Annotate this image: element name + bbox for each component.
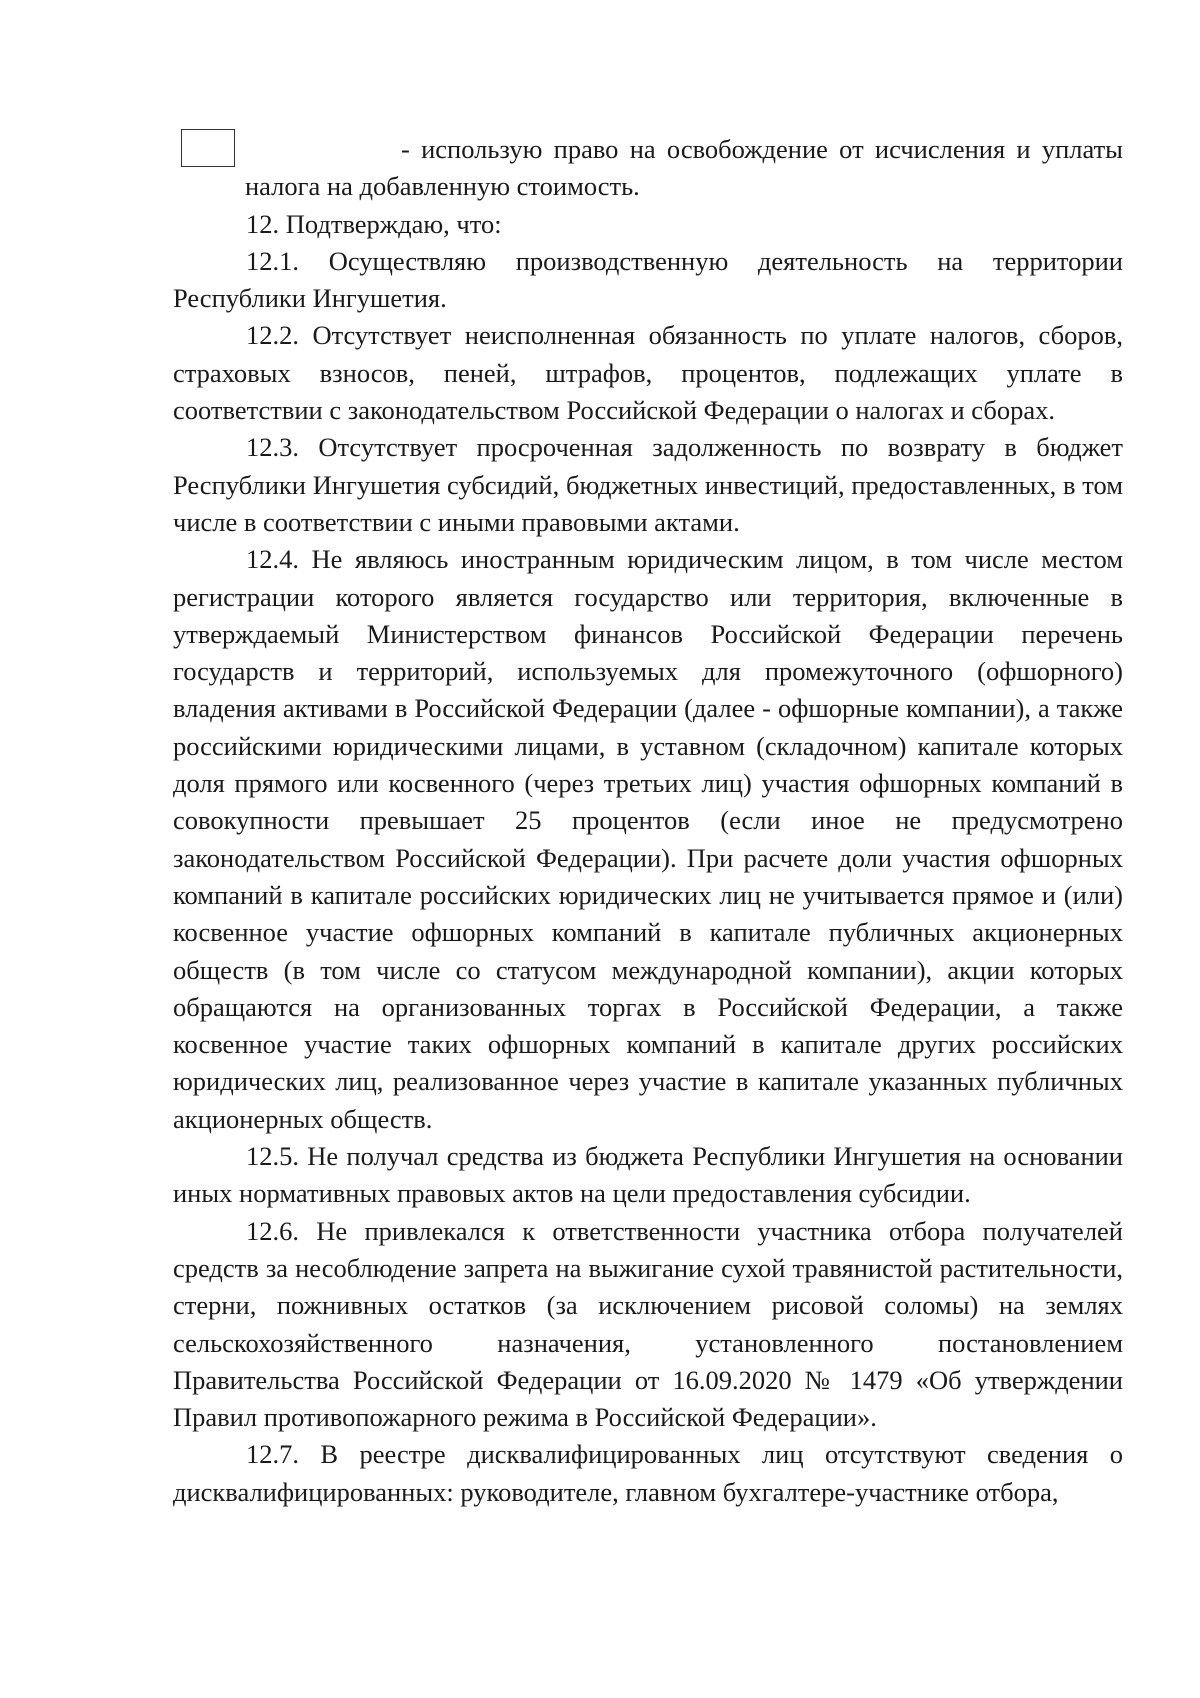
checkbox-option-line-2: налога на добавленную стоимость. xyxy=(245,171,640,202)
paragraph-12-7: 12.7. В реестре дисквалифицированных лиц отсутствуют сведения о дисквалифицированных: руководителе, главном бухгалтере-участнике отбора, xyxy=(173,1439,1123,1507)
checkbox-option-line-1: - использую право на освобождение от исчисления и уплаты xyxy=(401,134,1123,164)
document-body xyxy=(173,131,1123,1511)
paragraph-12-6: 12.6. Не привлекался к ответственности участника отбора получателей средств за несоблюдение запрета на выжигание сухой травянистой растительности, стерни, пожнивных остатков (за исключением рисовой соломы) на землях сельскохозяйственного назначения, установленного постановлением Правительства Российской Федерации от 16.09.2020 № 1479 «Об утверждении Правил противопожарного режима в Российской Федерации». xyxy=(173,1215,1123,1433)
checkbox-option-text xyxy=(173,131,1123,206)
paragraph-12-4: 12.4. Не являюсь иностранным юридическим лицом, в том числе местом регистрации которого является государство или территория, включенные в утверждаемый Министерством финансов Российской Федерации перечень государств и территорий, используемых для промежуточного (офшорного) владения активами в Российской Федерации (далее - офшорные компании), а также российскими юридическими лицами, в уставном (складочном) капитале которых доля прямого или косвенного (через третьих лиц) участия офшорных компаний в совокупности превышает 25 процентов (если иное не предусмотрено законодательством Российской Федерации). При расчете доли участия офшорных компаний в капитале российских юридических лиц не учитывается прямое и (или) косвенное участие офшорных компаний в капитале публичных акционерных обществ (в том числе со статусом международной компании), акции которых обращаются на организованных торгах в Российской Федерации, а также косвенное участие таких офшорных компаний в капитале других российских юридических лиц, реализованное через участие в капитале указанных публичных акционерных обществ. xyxy=(173,544,1123,1134)
paragraph-12: 12. Подтверждаю, что: xyxy=(246,208,502,239)
paragraph-12-1: 12.1. Осуществляю производственную деятельность на территории Республики Ингушетия. xyxy=(173,245,1123,314)
paragraph-12-2: 12.2. Отсутствует неисполненная обязанность по уплате налогов, сборов, страховых взносов, пеней, штрафов, процентов, подлежащих уплате в соответствии с законодательством Российской Федерации о налогах и сборах. xyxy=(173,320,1123,426)
paragraph-12-3: 12.3. Отсутствует просроченная задолженность по возврату в бюджет Республики Ингушетия субсидий, бюджетных инвестиций, предоставленных, в том числе в соответствии с иными правовыми актами. xyxy=(173,432,1123,537)
paragraph-12-5: 12.5. Не получал средства из бюджета Республики Ингушетия на основании иных нормативных правовых актов на цели предоставления субсидии. xyxy=(173,1141,1123,1209)
